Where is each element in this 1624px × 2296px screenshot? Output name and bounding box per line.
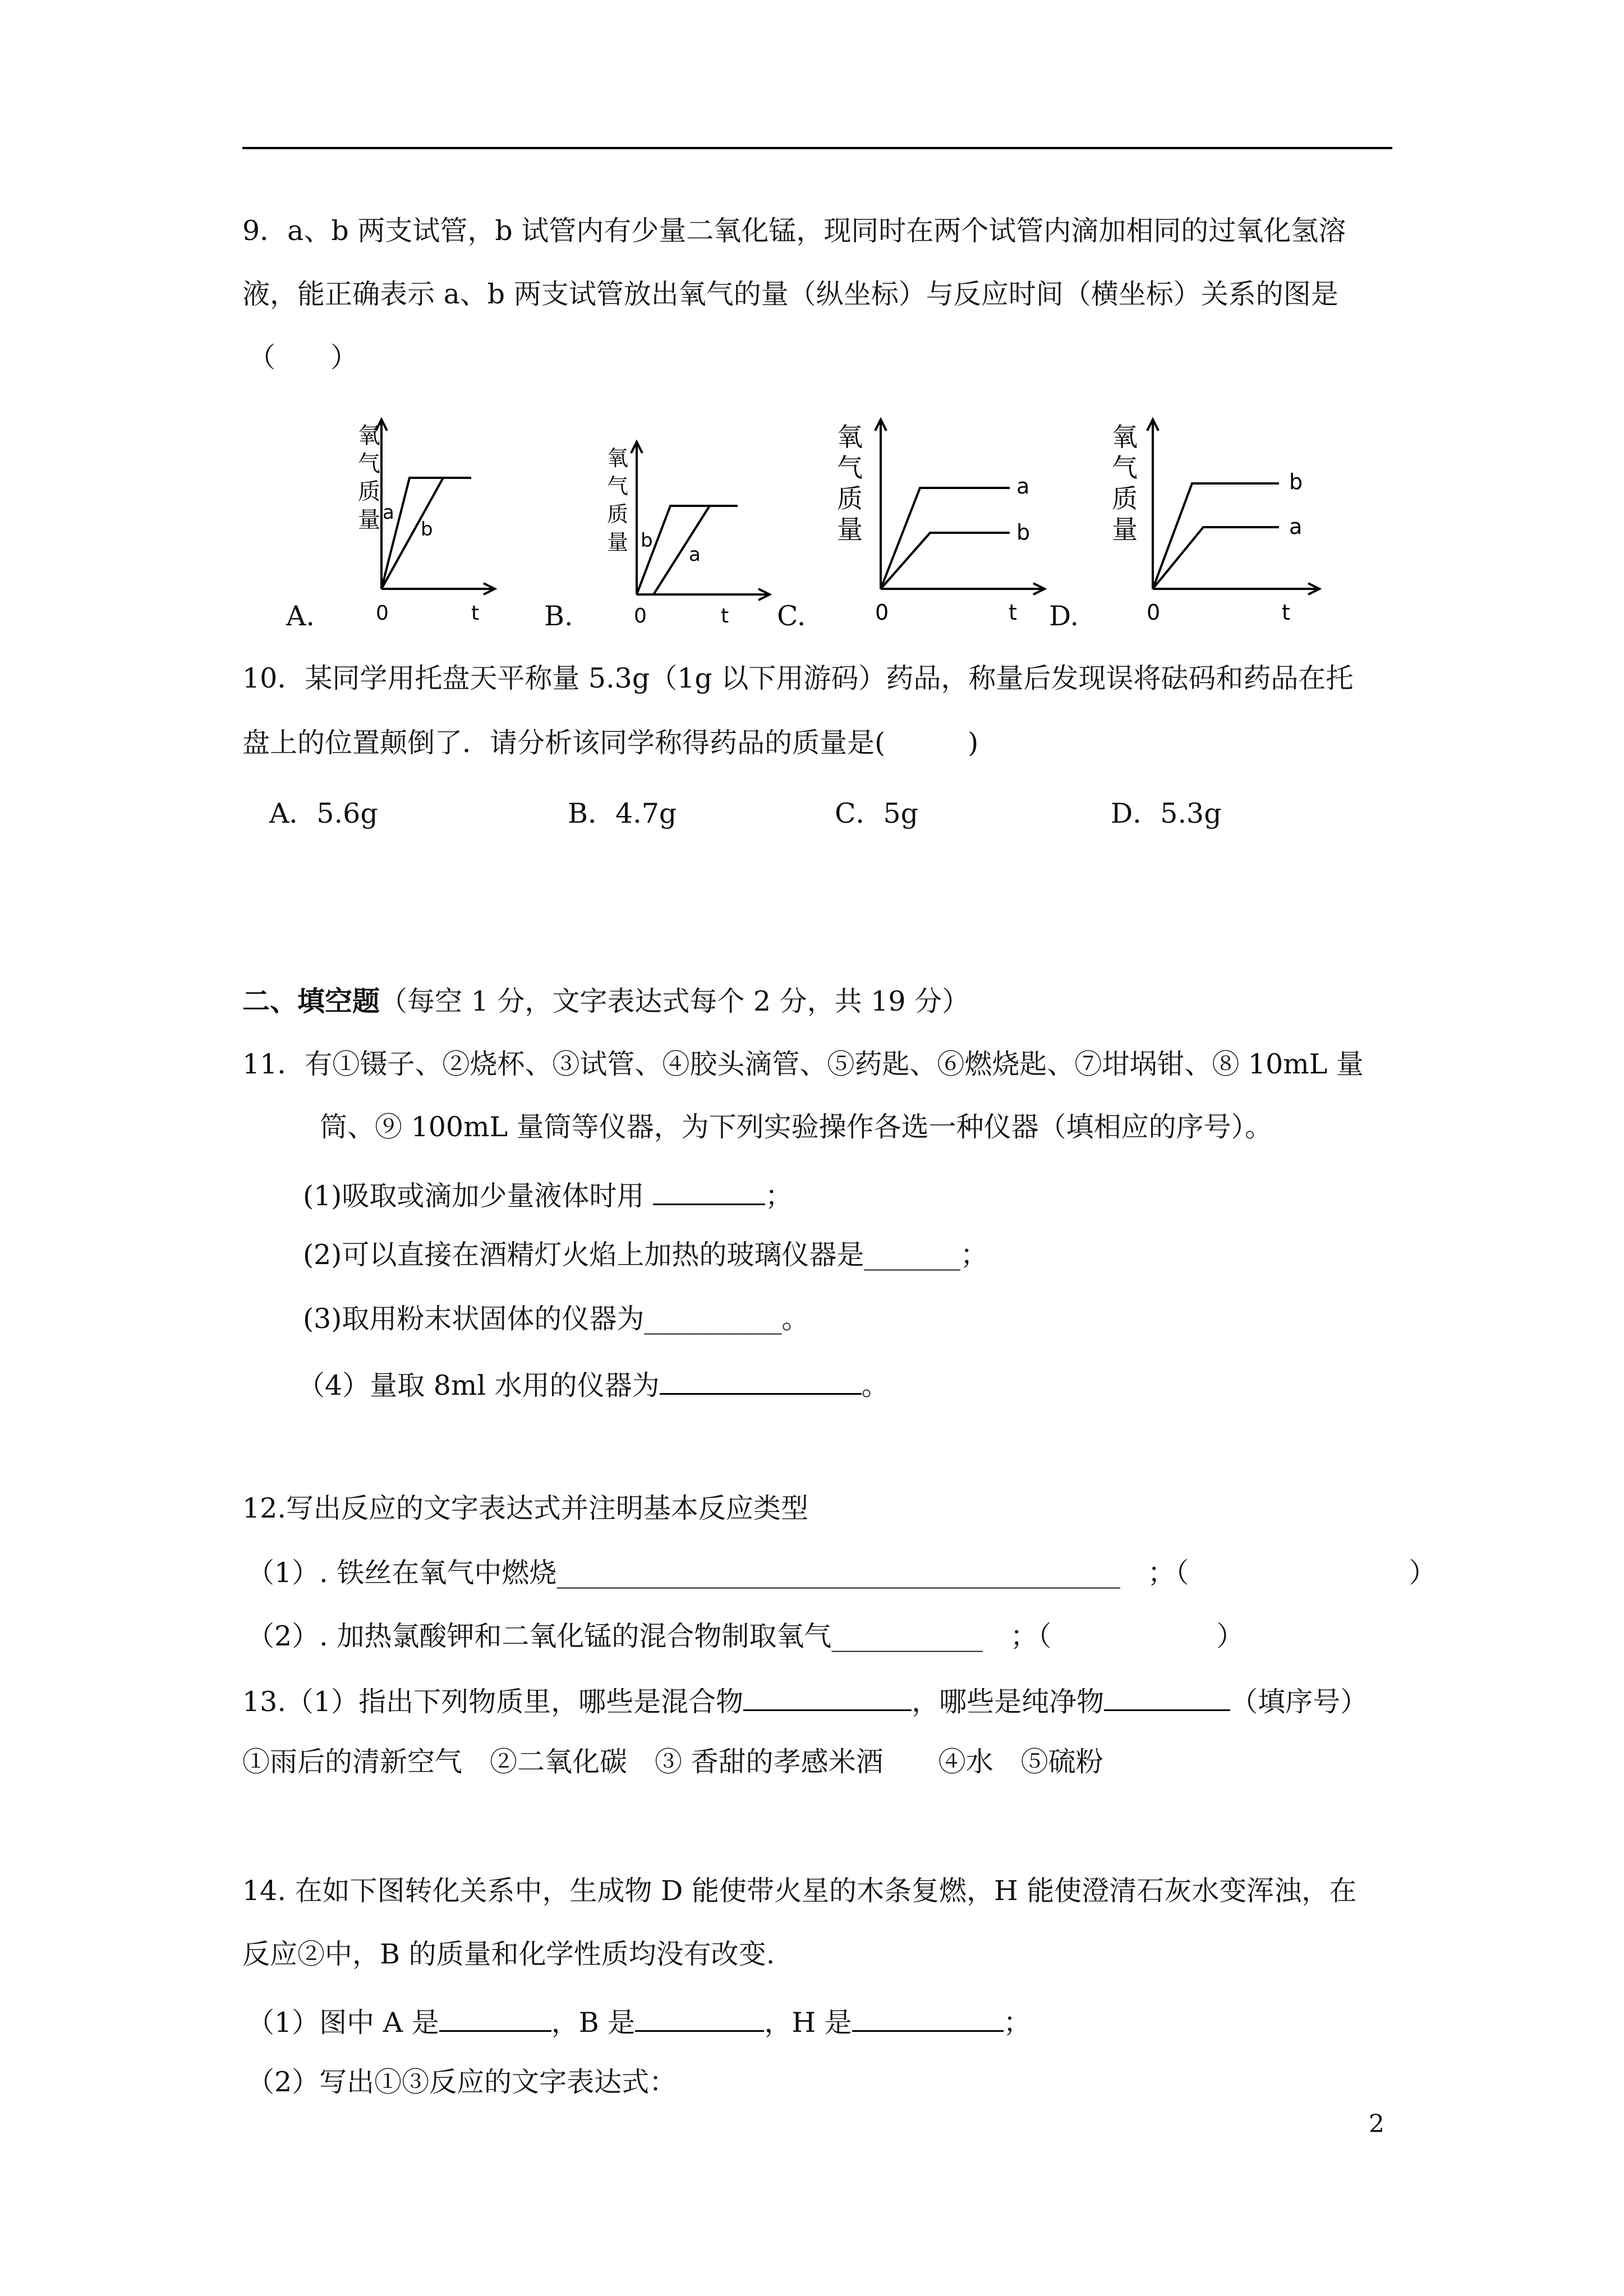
graph-b-xlabel: t [721,605,729,628]
q11-part3: (3)取用粉末状固体的仪器为__________。 [303,1303,809,1335]
q11-part4-text: （4）量取 8ml 水用的仪器为 [297,1370,660,1401]
graph-b-ylabel-2: 气 [607,474,629,499]
q11-part1-blank[interactable] [653,1175,765,1205]
graph-a-curve-b: b [421,518,433,541]
q14-part1 [247,2002,1031,2040]
q11-part1-end: ； [765,1180,793,1212]
q14-part2: （2）写出①③反应的文字表达式： [247,2066,677,2098]
graph-d-ylabel-3: 质 [1112,483,1138,514]
q12-part1: （1）. 铁丝在氧气中燃烧_________________________________________ ；（ ） [247,1557,1437,1589]
q10-line1: 10．某同学用托盘天平称量 5.3g（1g 以下用游码）药品，称量后发现误将砝码和药品在托 [242,662,1354,694]
graph-c-origin: 0 [875,600,889,625]
graph-c [830,415,1066,628]
q9-line3: （ ） [248,342,358,374]
q14-part1-end: ； [1003,2007,1031,2039]
q11-part4-end: 。 [861,1370,889,1401]
q14-a-label: （1）图中 A 是 [247,2007,439,2039]
q12-title: 12.写出反应的文字表达式并注明基本反应类型 [242,1492,808,1524]
graph-a-ylabel-4: 量 [358,507,380,533]
q14-b-blank[interactable] [635,2002,764,2032]
q14-line1: 14. 在如下图转化关系中，生成物 D 能使带火星的木条复燃，H 能使澄清石灰水变浑浊，在 [242,1875,1357,1907]
q14-line2: 反应②中，B 的质量和化学性质均没有改变. [242,1938,775,1970]
graph-a-xlabel: t [471,602,480,625]
graph-c-curve-b: b [1016,520,1030,545]
q10-line2: 盘上的位置颠倒了．请分析该同学称得药品的质量是( ) [242,727,979,759]
graph-b-ylabel-1: 氧 [607,446,629,471]
graph-a-ylabel-1: 氧 [358,423,380,449]
graph-a [337,415,499,628]
q11-part1-text: (1)吸取或滴加少量液体时用 [303,1180,645,1212]
q10-option-c: C．5g [835,797,919,829]
section2-heading [242,984,969,1018]
graph-d-origin: 0 [1147,600,1161,625]
graph-d-curve-a: a [1289,514,1303,539]
q10-option-a: A．5.6g [269,797,378,829]
graph-d [1099,415,1335,628]
q14-a-blank[interactable] [439,2002,551,2032]
graph-d-ylabel-2: 气 [1112,453,1138,483]
q13-pure-label: ，哪些是纯净物 [912,1686,1105,1718]
graph-b-ylabel-3: 质 [607,502,629,527]
q11-part2: (2)可以直接在酒精灯火焰上加热的玻璃仪器是_______； [303,1239,988,1271]
header-rule [242,147,1392,149]
q10-option-d: D．5.3g [1111,797,1222,829]
q14-h-label: ，H 是 [764,2007,852,2039]
graph-c-ylabel-4: 量 [837,514,863,545]
page-number: 2 [1369,2110,1384,2138]
graph-c-ylabel-1: 氧 [837,422,863,452]
q13-line2: ①雨后的清新空气 ②二氧化碳 ③ 香甜的孝感米酒 ④水 ⑤硫粉 [242,1746,1103,1778]
graph-d-curve-b: b [1289,469,1303,494]
q11-part4-blank[interactable] [660,1365,862,1395]
graph-d-ylabel-1: 氧 [1112,422,1138,452]
graph-b [589,437,774,628]
graph-a-ylabel-2: 气 [358,451,380,477]
graph-c-curve-a: a [1016,474,1030,499]
graph-a-option: A. [286,600,315,632]
graph-d-ylabel-4: 量 [1112,514,1138,545]
section2-title: 二、填空题 [242,985,380,1017]
graph-a-ylabel-3: 质 [358,479,380,505]
q10-option-b: B．4.7g [568,797,677,829]
q12-part2: （2）. 加热氯酸钾和二氧化锰的混合物制取氧气___________ ；（ ） [247,1620,1244,1652]
graph-a-origin: 0 [376,602,389,625]
graph-a-curve-a: a [383,501,394,524]
graph-c-option: C. [777,600,806,632]
graph-c-ylabel-3: 质 [837,483,863,514]
q13-line1 [242,1681,1368,1719]
q13-mixture-blank[interactable] [743,1681,912,1711]
graph-b-curve-a: a [689,543,701,566]
q11-part1 [303,1175,793,1213]
q9-line2: 液，能正确表示 a、b 两支试管放出氧气的量（纵坐标）与反应时间（横坐标）关系的图是 [242,278,1338,310]
graph-b-origin: 0 [634,605,647,628]
q9-line1: 9．a、b 两支试管，b 试管内有少量二氧化锰，现同时在两个试管内滴加相同的过氧化氢溶 [242,215,1346,247]
q11-line2: 筒、⑨ 100mL 量筒等仪器，为下列实验操作各选一种仪器（填相应的序号）。 [320,1111,1273,1143]
graph-b-ylabel-4: 量 [607,530,629,555]
q13-fill-hint: （填序号） [1230,1686,1368,1718]
graph-c-ylabel-2: 气 [837,453,863,483]
graph-b-curve-b: b [641,529,653,552]
graph-b-option: B. [544,600,573,632]
q13-mixture-label: 13.（1）指出下列物质里，哪些是混合物 [242,1686,744,1718]
section2-note: （每空 1 分，文字表达式每个 2 分，共 19 分） [380,985,970,1017]
q11-part4 [297,1365,889,1403]
q13-pure-blank[interactable] [1104,1681,1230,1711]
q14-h-blank[interactable] [852,2002,1004,2032]
graph-c-xlabel: t [1009,600,1017,625]
graph-d-option: D. [1049,600,1079,632]
graph-d-xlabel: t [1282,600,1290,625]
q14-b-label: ，B 是 [551,2007,636,2039]
q11-line1: 11．有①镊子、②烧杯、③试管、④胶头滴管、⑤药匙、⑥燃烧匙、⑦坩埚钳、⑧ 10mL 量 [242,1048,1364,1080]
